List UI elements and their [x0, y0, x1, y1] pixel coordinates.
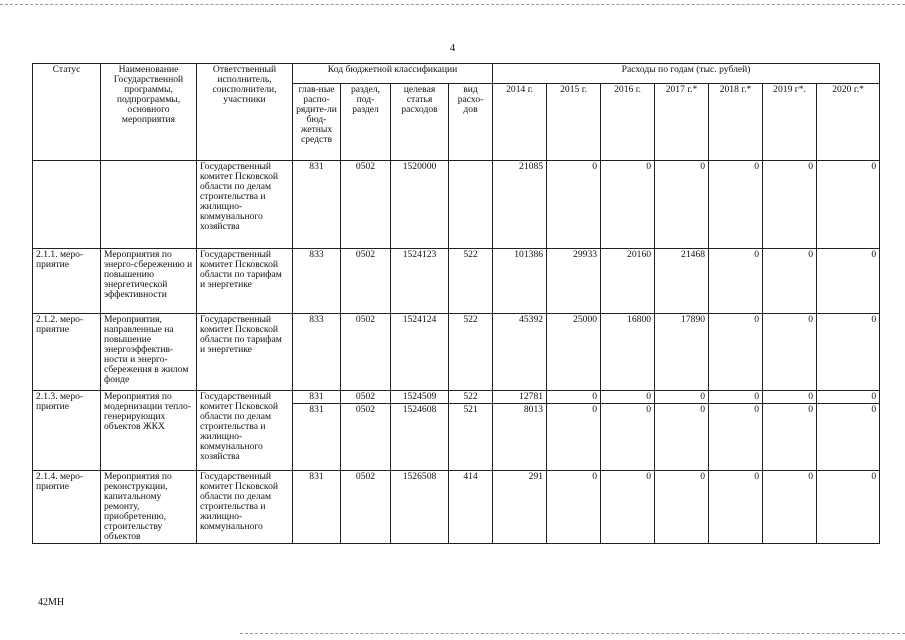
value-2019: 0: [763, 404, 817, 471]
section-cell: 0502: [341, 391, 391, 404]
target-cell: 1524124: [391, 314, 449, 391]
header-year-2020: 2020 г.*: [817, 84, 880, 161]
header-name: Наименование Государственной программы, подпрограммы, основного мероприятия: [101, 64, 197, 161]
value-2020: 0: [817, 404, 880, 471]
value-2016: 0: [601, 161, 655, 249]
value-2015: 0: [547, 404, 601, 471]
table-row: [33, 161, 880, 249]
value-2019: 0: [763, 314, 817, 391]
header-target: целевая статья расходов: [391, 84, 449, 161]
grbs-cell: 833: [293, 249, 341, 314]
value-2018: 0: [709, 314, 763, 391]
header-grbs: глав-ные распо-рядите-ли бюд-жетных средств: [293, 84, 341, 161]
status-cell: 2.1.3. меро-приятие: [33, 391, 101, 471]
value-2016: 16800: [601, 314, 655, 391]
value-2015: 0: [547, 391, 601, 404]
value-2018: 0: [709, 391, 763, 404]
section-cell: 0502: [341, 471, 391, 544]
target-cell: 1520000: [391, 161, 449, 249]
value-2020: 0: [817, 249, 880, 314]
header-status: Статус: [33, 64, 101, 161]
responsible-cell: Государственный комитет Псковской области по тарифам и энергетике: [197, 314, 293, 391]
value-2018: 0: [709, 404, 763, 471]
target-cell: 1524608: [391, 404, 449, 471]
value-2017: 0: [655, 471, 709, 544]
budget-table: [32, 63, 880, 544]
value-2015: 29933: [547, 249, 601, 314]
responsible-cell: Государственный комитет Псковской области по делам строительства и жилищно-коммунального хозяйства: [197, 391, 293, 471]
header-kind: вид расхо-дов: [449, 84, 493, 161]
kind-cell: 522: [449, 314, 493, 391]
table-row: [33, 314, 880, 391]
value-2018: 0: [709, 249, 763, 314]
kind-cell: 522: [449, 249, 493, 314]
header-section: раздел, под-раздел: [341, 84, 391, 161]
value-2020: 0: [817, 161, 880, 249]
grbs-cell: 831: [293, 161, 341, 249]
grbs-cell: 833: [293, 314, 341, 391]
responsible-cell: Государственный комитет Псковской области по делам строительства и жилищно-коммунального: [197, 471, 293, 544]
status-cell: [33, 161, 101, 249]
value-2020: 0: [817, 471, 880, 544]
value-2017: 17890: [655, 314, 709, 391]
value-2015: 25000: [547, 314, 601, 391]
kind-cell: 521: [449, 404, 493, 471]
value-2015: 0: [547, 471, 601, 544]
section-cell: 0502: [341, 404, 391, 471]
name-cell: Мероприятия, направленные на повышение энергоэффектив-ности и энерго-сбережения в жилом фонде: [101, 314, 197, 391]
value-2014: 8013: [493, 404, 547, 471]
header-year-2019: 2019 г*.: [763, 84, 817, 161]
section-cell: 0502: [341, 161, 391, 249]
value-2016: 0: [601, 471, 655, 544]
kind-cell: [449, 161, 493, 249]
value-2019: 0: [763, 161, 817, 249]
grbs-cell: 831: [293, 471, 341, 544]
name-cell: Мероприятия по модернизации тепло-генерирующих объектов ЖКХ: [101, 391, 197, 471]
grbs-cell: 831: [293, 404, 341, 471]
value-2018: 0: [709, 161, 763, 249]
section-cell: 0502: [341, 249, 391, 314]
name-cell: [101, 161, 197, 249]
value-2016: 20160: [601, 249, 655, 314]
table-row: [33, 391, 880, 404]
value-2019: 0: [763, 391, 817, 404]
value-2019: 0: [763, 471, 817, 544]
scan-edge-line: [0, 4, 905, 5]
value-2019: 0: [763, 249, 817, 314]
header-budget-code: Код бюджетной классификации: [293, 64, 493, 84]
responsible-cell: Государственный комитет Псковской области по тарифам и энергетике: [197, 249, 293, 314]
name-cell: Мероприятия по реконструкции, капитальному ремонту, приобретению, строительству объектов: [101, 471, 197, 544]
value-2014: 45392: [493, 314, 547, 391]
value-2014: 291: [493, 471, 547, 544]
value-2015: 0: [547, 161, 601, 249]
value-2017: 0: [655, 404, 709, 471]
section-cell: 0502: [341, 314, 391, 391]
value-2018: 0: [709, 471, 763, 544]
header-year-2017: 2017 г.*: [655, 84, 709, 161]
header-responsible: Ответственный исполнитель, соисполнители, участники: [197, 64, 293, 161]
document-code: 42МН: [38, 597, 65, 608]
target-cell: 1524123: [391, 249, 449, 314]
value-2020: 0: [817, 391, 880, 404]
value-2014: 21085: [493, 161, 547, 249]
value-2017: 0: [655, 391, 709, 404]
value-2016: 0: [601, 404, 655, 471]
value-2020: 0: [817, 314, 880, 391]
kind-cell: 414: [449, 471, 493, 544]
value-2017: 21468: [655, 249, 709, 314]
status-cell: 2.1.2. меро-приятие: [33, 314, 101, 391]
header-year-2015: 2015 г.: [547, 84, 601, 161]
table-row: [33, 471, 880, 544]
status-cell: 2.1.4. меро-приятие: [33, 471, 101, 544]
kind-cell: 522: [449, 391, 493, 404]
header-year-2018: 2018 г.*: [709, 84, 763, 161]
scan-edge-line: [240, 633, 905, 634]
target-cell: 1526508: [391, 471, 449, 544]
header-year-2014: 2014 г.: [493, 84, 547, 161]
value-2017: 0: [655, 161, 709, 249]
header-expenses: Расходы по годам (тыс. рублей): [493, 64, 880, 84]
grbs-cell: 831: [293, 391, 341, 404]
header-year-2016: 2016 г.: [601, 84, 655, 161]
name-cell: Мероприятия по энерго-сбережению и повышению энергетической эффективности: [101, 249, 197, 314]
target-cell: 1524509: [391, 391, 449, 404]
responsible-cell: Государственный комитет Псковской области по делам строительства и жилищно-коммунального хозяйства: [197, 161, 293, 249]
status-cell: 2.1.1. меро-приятие: [33, 249, 101, 314]
value-2014: 101386: [493, 249, 547, 314]
page-number: 4: [449, 42, 456, 54]
value-2016: 0: [601, 391, 655, 404]
value-2014: 12781: [493, 391, 547, 404]
table-row: [33, 249, 880, 314]
